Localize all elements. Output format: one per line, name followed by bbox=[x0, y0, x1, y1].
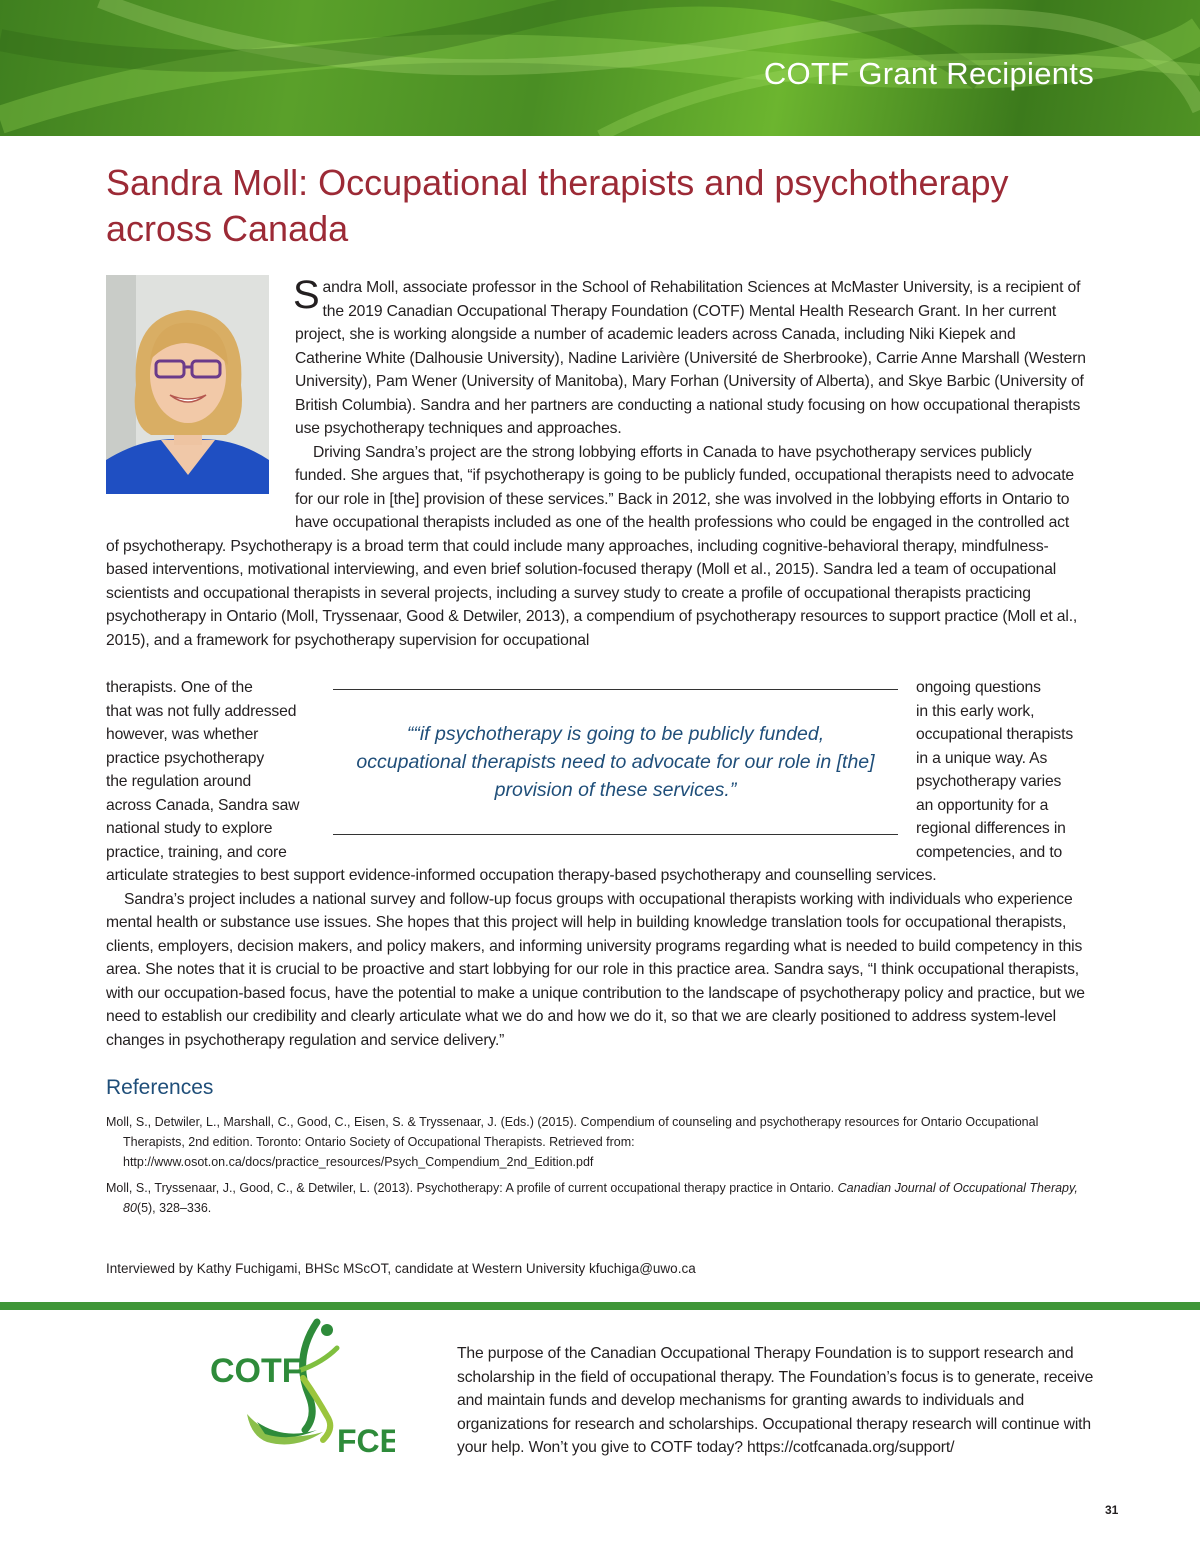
photo-spacer bbox=[106, 276, 295, 512]
left-col-line: practice, training, and core bbox=[106, 843, 287, 861]
paragraph-2: Driving Sandra’s project are the strong lobbying efforts in Canada to have psychotherapy services publicly funded. She argues that, “if psychotherapy is going to be publicly funded, occupational therapists need to advocate for our role in [the] provision of these services.” Back in 2012, she was involved in the lobbying efforts in Ontario to have occupational therapists included as one of the health professions who could be engaged in the controlled act of psychotherapy. Psychotherapy is a broad term that could include many approaches, including cognitive-behavioral therapy, mindfulness-based interventions, motivational interviewing, and even brief solution-focused therapy (Moll et al., 2015). Sandra led a team of occupational scientists and occupational therapists in several projects, including a survey study to create a profile of occupational therapists practicing psychotherapy in Ontario (Moll, Tryssenaar, Good & Detwiler, 2013), a compendium of psychotherapy resources to support practice (Moll et al., 2015), and a framework for psychotherapy supervision for occupational bbox=[106, 443, 1078, 649]
left-col-line: therapists. One of the bbox=[106, 679, 253, 696]
left-col-line: that was not fully addressed bbox=[106, 702, 297, 720]
section-title: COTF Grant Recipients bbox=[763, 56, 1094, 91]
right-col-line: an opportunity for a bbox=[916, 796, 1049, 814]
page-number: 31 bbox=[1105, 1503, 1119, 1517]
article-body bbox=[106, 273, 1086, 652]
foundation-purpose: The purpose of the Canadian Occupational Therapy Foundation is to support research and scholarship in the field of occupational therapy. The Foundation’s focus is to generate, receive and maintain funds and develop mechanisms for granting awards to individuals and organizations for research and scholarships. Occupational therapy research will continue with your help. Won’t you give to COTF today? https://cotfcanada.org/support/ bbox=[457, 1345, 1094, 1456]
right-col-line: competencies, and to bbox=[916, 843, 1063, 861]
right-col-line: psychotherapy varies bbox=[916, 773, 1062, 790]
right-col-line: in a unique way. As bbox=[916, 749, 1048, 767]
drop-cap: S bbox=[293, 273, 320, 317]
references-heading: References bbox=[106, 1076, 214, 1099]
paragraph-2-end: articulate strategies to best support evidence-informed occupation therapy-based psychotherapy and counselling services. bbox=[106, 867, 937, 884]
pull-quote bbox=[333, 689, 898, 835]
paragraph-3: Sandra’s project includes a national survey and follow-up focus groups with occupational therapists working with individuals who experience mental health or substance use issues. She hopes that this project will help in building knowledge translation tools for occupational therapists, clients, employers, decision makers, and policy makers, and informing university programs regarding what is needed to build competency in this area. She notes that it is crucial to be proactive and start lobbying for our role in this practice area. Sandra says, “I think occupational therapists, with our occupation-based focus, have the potential to make a unique contribution to the landscape of psychotherapy policy and practice, but we need to establish our credibility and clearly articulate what we do and how we do it, so that we are clearly positioned to address system-level changes in psychotherapy regulation and service delivery.” bbox=[106, 890, 1085, 1049]
left-col-line: national study to explore bbox=[106, 820, 273, 837]
left-col-line: the regulation around bbox=[106, 773, 252, 790]
right-col-line: regional differences in bbox=[916, 820, 1066, 837]
right-col-line: occupational therapists bbox=[916, 726, 1074, 743]
article-title: Sandra Moll: Occupational therapists and psychotherapy across Canada bbox=[106, 162, 1009, 249]
article-body-continued bbox=[106, 864, 1086, 1052]
right-col-line: in this early work, bbox=[916, 702, 1035, 720]
logo-text-fce: FCE bbox=[337, 1423, 395, 1458]
right-column bbox=[916, 676, 1096, 864]
paragraph-1-text: andra Moll, associate professor in the School of Rehabilitation Sciences at McMaster University, is a recipient of the 2019 Canadian Occupational Therapy Foundation (COTF) Mental Health Research Grant. In her current project, she is working alongside a number of academic leaders across Canada, including Niki Kiepek and Catherine White (Dalhousie University), Nadine Larivière (Université de Sherbrooke), Carrie Anne Marshall (Western University), Pam Wener (University of Manitoba), Mary Forhan (University of Alberta), and Skye Barbic (University of British Columbia). Sandra and her partners are conducting a national study focusing on how occupational therapists use psychotherapy techniques and approaches. bbox=[295, 279, 1086, 437]
reference-item: Moll, S., Tryssenaar, J., Good, C., & Detwiler, L. (2013). Psychotherapy: A profile of current occupational therapy practice in Ontario. Canadian Journal of Occupational Therapy, 80(5), 328–336. bbox=[106, 1181, 1078, 1215]
left-col-line: practice psychotherapy bbox=[106, 749, 265, 767]
left-col-line: however, was whether bbox=[106, 726, 259, 743]
pull-quote-text: ““if psychotherapy is going to be publicly funded, occupational therapists need to advocate for our role in [the] provision of these services.” bbox=[356, 723, 875, 801]
reference-item: Moll, S., Detwiler, L., Marshall, C., Good, C., Eisen, S. & Tryssenaar, J. (Eds.) (2015). Compendium of counseling and psychotherapy resources for Ontario Occupational Therapists, 2nd edition. Toronto: Ontario Society of Occupational Therapists. Retrieved from: http://www.osot.on.ca/docs/practice_resources/Psych_Compendium_2nd_Edition.pdf bbox=[106, 1115, 1039, 1169]
right-col-line: ongoing questions bbox=[916, 679, 1041, 696]
interviewer-credit: Interviewed by Kathy Fuchigami, BHSc MScOT, candidate at Western University kfuchiga@uwo.ca bbox=[106, 1261, 696, 1276]
wrap-columns bbox=[106, 676, 316, 864]
logo-text-cotf: COTF bbox=[210, 1352, 303, 1390]
footer-divider bbox=[0, 1302, 1200, 1310]
header-banner bbox=[0, 0, 1200, 136]
cotf-logo bbox=[205, 1318, 395, 1458]
references-list bbox=[106, 1112, 1091, 1224]
left-col-line: across Canada, Sandra saw bbox=[106, 796, 300, 814]
